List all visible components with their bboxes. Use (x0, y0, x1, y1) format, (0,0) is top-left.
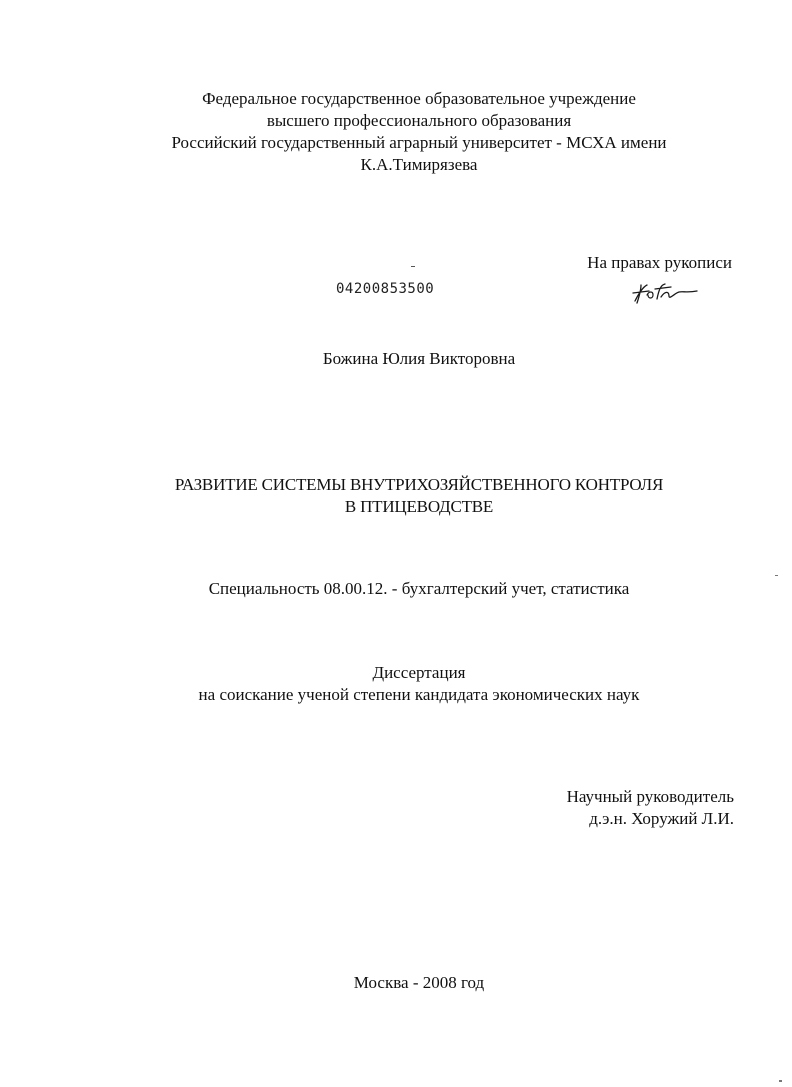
institution-line: Российский государственный аграрный университет - МСХА имени (171, 133, 667, 152)
degree-line: на соискание ученой степени кандидата экономических наук (198, 685, 640, 704)
archive-number: 04200853500 (336, 281, 435, 297)
title-line: РАЗВИТИЕ СИСТЕМЫ ВНУТРИХОЗЯЙСТВЕННОГО КОНТРОЛЯ (174, 475, 664, 494)
author-name: Божина Юлия Викторовна (322, 349, 516, 368)
scan-speck (779, 1080, 782, 1082)
supervisor-line: Научный руководитель (566, 787, 734, 806)
scan-speck (411, 266, 415, 267)
scan-speck (775, 575, 778, 576)
degree-statement (0, 662, 792, 706)
title-line: В ПТИЦЕВОДСТВЕ (344, 497, 494, 516)
city-year: Москва - 2008 год (353, 973, 485, 992)
supervisor-line: д.э.н. Хоружий Л.И. (589, 809, 734, 828)
institution-line: К.А.Тимирязева (360, 155, 478, 174)
institution-header (0, 88, 792, 176)
institution-line: Федеральное государственное образовательное учреждение (202, 89, 636, 108)
rights-note: На правах рукописи (587, 253, 732, 272)
signature-icon (631, 281, 701, 307)
degree-line: Диссертация (372, 663, 466, 682)
supervisor (567, 786, 734, 830)
institution-line: высшего профессионального образования (266, 111, 572, 130)
dissertation-title (0, 474, 792, 518)
speciality: Специальность 08.00.12. - бухгалтерский учет, статистика (208, 579, 630, 598)
